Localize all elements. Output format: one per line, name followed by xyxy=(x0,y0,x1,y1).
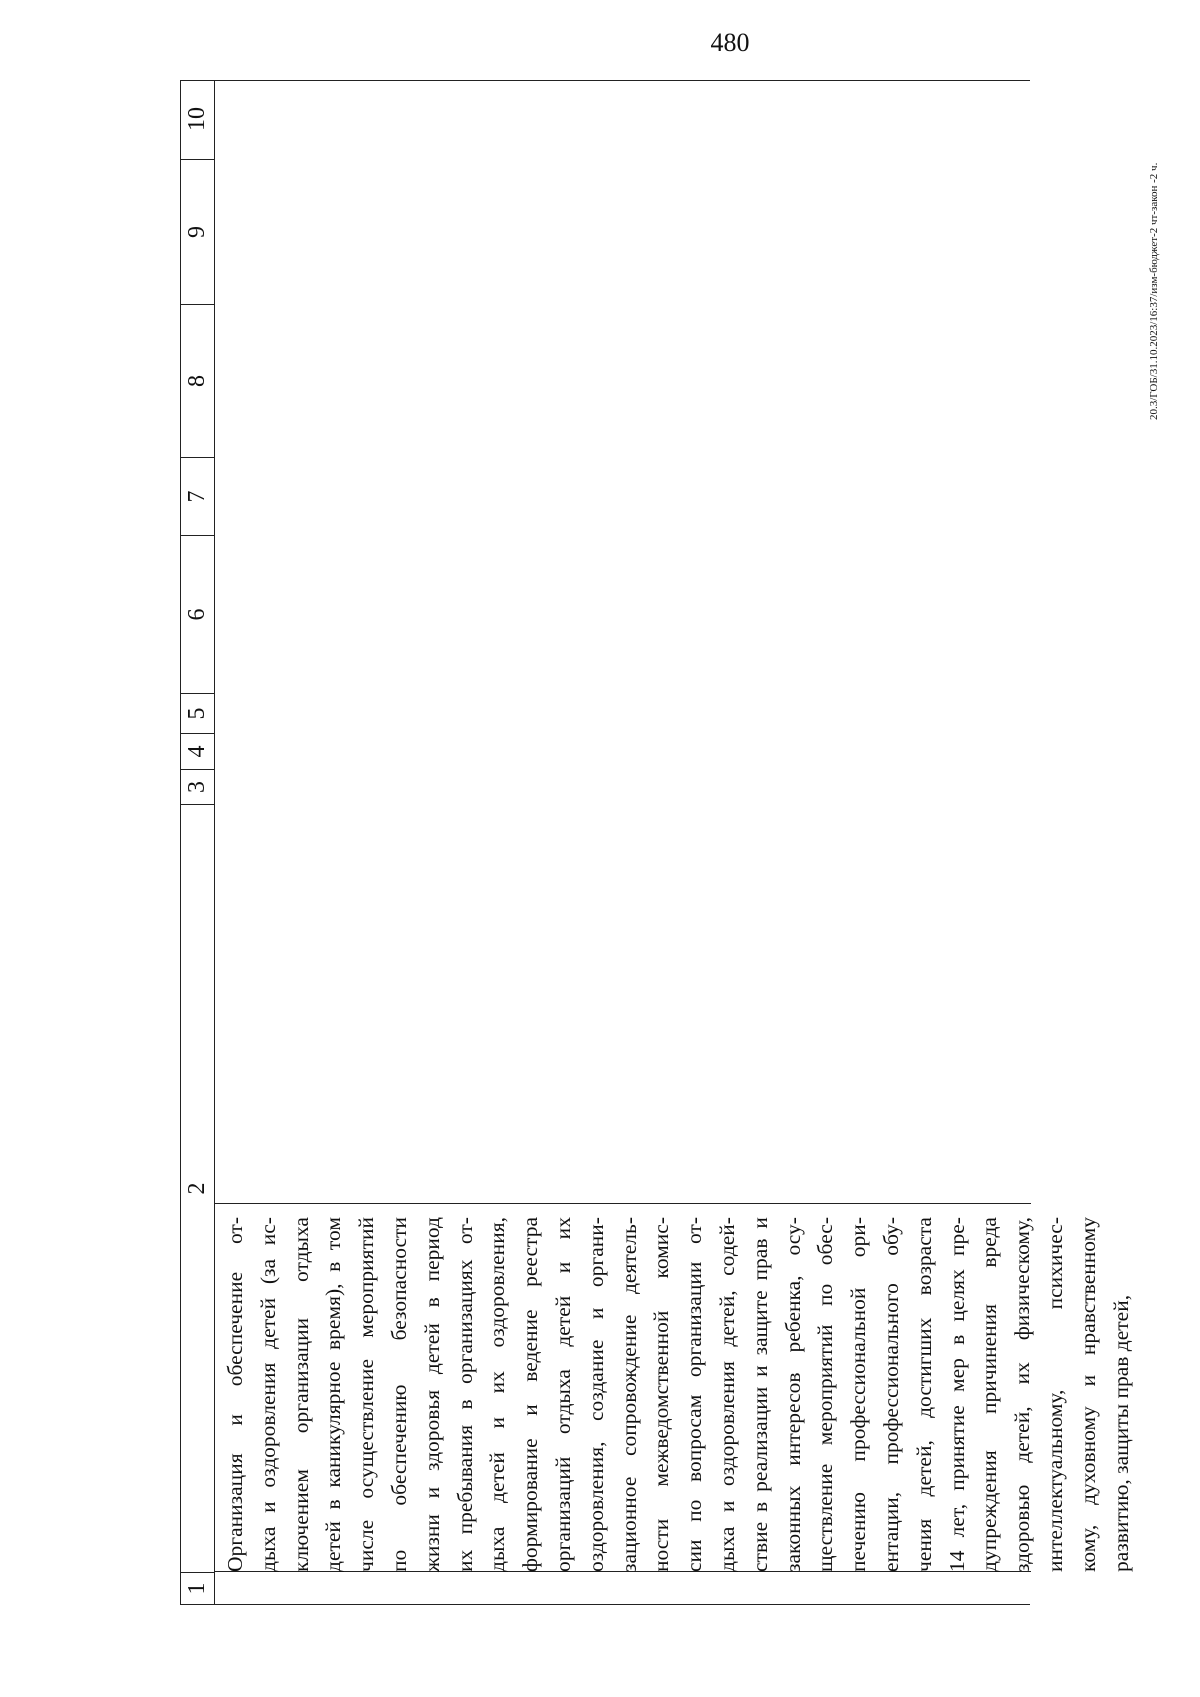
budget-table xyxy=(180,80,1133,1605)
text-line: кому, духовному и нравственному xyxy=(1075,1217,1100,1572)
text-line: дыха и оздоровления детей, содей- xyxy=(714,1217,739,1572)
text-line: жизни и здоровья детей в период xyxy=(419,1217,444,1572)
text-line: их пребывания в организациях от- xyxy=(452,1217,477,1572)
header-col-2: 2 xyxy=(181,804,214,1572)
text-line: организаций отдыха детей и их xyxy=(550,1217,575,1572)
text-line: сии по вопросам организации от- xyxy=(682,1217,707,1572)
header-col-8: 8 xyxy=(181,304,214,457)
text-line: здоровью детей, их физическому, xyxy=(1010,1217,1035,1572)
page-number: 480 xyxy=(710,28,750,57)
text-line: ществление мероприятий по обес- xyxy=(813,1217,838,1572)
text-line: законных интересов ребенка, осу- xyxy=(780,1217,805,1572)
text-line: развитию, защиты прав детей, xyxy=(1108,1294,1133,1572)
text-line: дыха и оздоровления детей (за ис- xyxy=(255,1217,280,1572)
text-line: ключением организации отдыха xyxy=(288,1217,313,1572)
text-line: дупреждения причинения вреда xyxy=(977,1217,1002,1572)
rotated-table-wrapper xyxy=(180,80,1133,1605)
text-line: ентации, профессионального обу- xyxy=(878,1217,903,1572)
text-line: 14 лет, принятие мер в целях пре- xyxy=(944,1217,969,1572)
header-col-3: 3 xyxy=(181,769,214,804)
column-divider xyxy=(214,1203,1031,1204)
row-description-cell xyxy=(219,1217,1137,1572)
text-line: печению профессиональной ори- xyxy=(846,1217,871,1572)
text-line: ности межведомственной комис- xyxy=(649,1217,674,1572)
text-line: по обеспечению безопасности xyxy=(386,1217,411,1572)
text-line: детей в каникулярное время), в том xyxy=(321,1217,346,1572)
header-col-4: 4 xyxy=(181,733,214,769)
header-col-7: 7 xyxy=(181,457,214,535)
document-footer-note xyxy=(1148,80,1160,420)
text-line: интеллектуальному, психичес- xyxy=(1042,1217,1067,1572)
text-line: оздоровления, создание и органи- xyxy=(583,1217,608,1572)
text-line: чения детей, достигших возраста xyxy=(911,1217,936,1572)
header-col-5: 5 xyxy=(181,693,214,733)
text-line: формирование и ведение реестра xyxy=(518,1217,543,1572)
text-line: зационное сопровождение деятель- xyxy=(616,1217,641,1572)
text-line: числе осуществление мероприятий xyxy=(354,1217,379,1572)
document-footer-note-text: 20.3/ГОБ/31.10.2023/16:37/изм-бюджет-2 чт-закон -2 ч. xyxy=(1148,162,1160,420)
text-line: Организация и обеспечение от- xyxy=(223,1217,247,1572)
text-line: ствие в реализации и защите прав и xyxy=(747,1217,772,1572)
header-col-10: 10 xyxy=(184,107,210,131)
table-header-row xyxy=(181,81,215,1604)
header-col-1: 1 xyxy=(181,1572,214,1604)
header-col-6: 6 xyxy=(181,535,214,693)
text-line: дыха детей и их оздоровления, xyxy=(485,1217,510,1572)
header-col-9: 9 xyxy=(181,159,214,304)
